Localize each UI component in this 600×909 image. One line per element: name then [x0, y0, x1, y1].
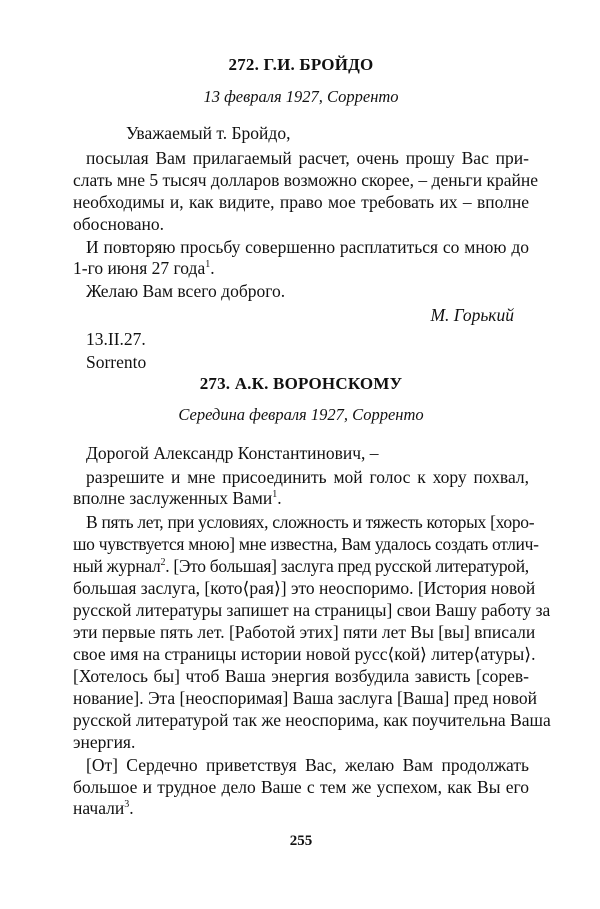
footnote-mark: 1 [205, 259, 211, 271]
text-line: [От] Сердечно приветствуя Вас, желаю Вам продолжать [86, 755, 529, 775]
text-line: обосновано. [73, 214, 165, 234]
text-span: вполне заслуженных Вами [73, 488, 273, 508]
text-span: 1-го июня 27 года [73, 258, 206, 278]
text-line: эти первые пять лет. [Работой этих] пяти лет Вы [вы] вписали [73, 622, 536, 642]
letter-heading-273: 273. А.К. ВОРОНСКОМУ [199, 374, 403, 393]
text-line: И повторяю просьбу совершенно расплатиться со мною до [86, 237, 529, 257]
closing-place: Sorrento [86, 352, 147, 372]
letter-heading-272: 272. Г.И. БРОЙДО [228, 55, 374, 74]
text-line: вполне заслуженных Вами$^1$. [73, 488, 282, 508]
signature: М. Горький [430, 305, 514, 325]
text-line: 1-го июня 27 года$^1$. [73, 258, 215, 278]
text-line [73, 555, 529, 577]
text-line: посылая Вам прилагаемый расчет, очень прошу Вас при- [86, 148, 529, 168]
text-span: ный журнал [73, 556, 161, 576]
text-line: Желаю Вам всего доброго. [86, 281, 286, 301]
text-line: шо чувствуется мною] мне известна, Вам удалось создать отлич- [73, 534, 539, 554]
text-line: В пять лет, при условиях, сложность и тяжесть которых [хоро- [86, 512, 535, 532]
letter-dateline-272: 13 февраля 1927, Сорренто [203, 87, 399, 106]
text-line: энергия. [73, 732, 136, 752]
text-span: начали [73, 798, 125, 818]
text-line: большое и трудное дело Ваше с тем же успехом, как Вы его [73, 777, 529, 797]
letter-salutation-272: Уважаемый т. Бройдо, [126, 123, 291, 143]
page-number: 255 [289, 833, 313, 849]
footnote-mark: 2 [160, 557, 166, 569]
text-line: русской литературы запишет на страницы] свои Вашу работу за [73, 600, 551, 620]
text-line: нование]. Эта [неоспоримая] Ваша заслуга [Ваша] пред новой [73, 688, 537, 708]
text-line: разрешите и мне присоединить мой голос к хору похвал, [86, 467, 529, 487]
text-line: русской литературой так же неоспорима, как поучительна Ваша [73, 710, 551, 730]
text-span: . [Это большая] заслуга пред русской литературой, [165, 556, 529, 576]
footnote-mark: 1 [272, 489, 278, 501]
text-line: слать мне 5 тысяч долларов возможно скорее, – деньги крайне [73, 170, 538, 190]
letter-dateline-273: Середина февраля 1927, Сорренто [178, 405, 424, 424]
text-line: свое имя на страницы истории новой русс⟨кой⟩ литер⟨атуры⟩. [73, 644, 536, 664]
text-line: [Хотелось бы] чтоб Ваша энергия возбудила зависть [сорев- [73, 666, 529, 686]
closing-date: 13.II.27. [86, 329, 146, 349]
footnote-mark: 3 [124, 799, 130, 811]
text-line: начали$^3$. [73, 798, 134, 818]
letter-salutation-273: Дорогой Александр Константинович, – [86, 443, 379, 463]
text-line: большая заслуга, [кото⟨рая⟩] это неоспоримо. [История новой [73, 578, 536, 598]
text-line: необходимы и, как видите, право мое требовать их – вполне [73, 192, 529, 212]
